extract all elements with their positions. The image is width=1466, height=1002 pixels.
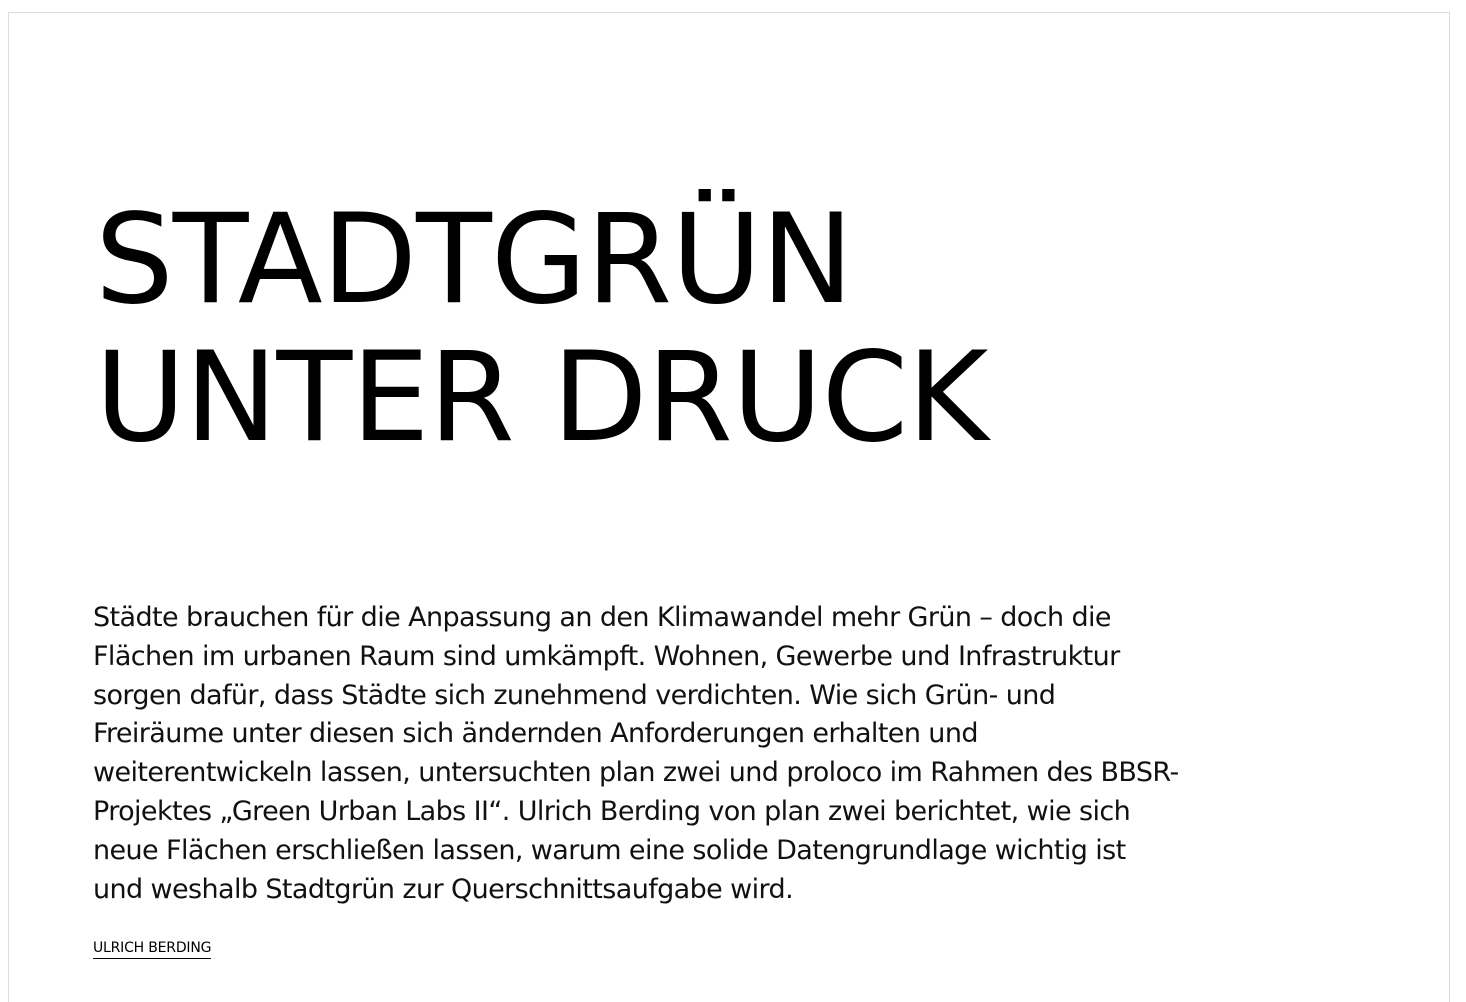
author-link[interactable]: ULRICH BERDING [93,939,211,959]
headline-line-2: UNTER DRUCK [95,326,988,470]
article-lead-paragraph: Städte brauchen für die Anpassung an den Klimawandel mehr Grün – doch die Flächen im urbanen Raum sind umkämpft. Wohnen, Gewerbe und Infrastruktur sorgen dafür, dass Städte sich zunehmend verdichten. Wie sich Grün- und Freiräume unter diesen sich ändernden Anforderungen erhalten und weiterentwickeln lassen, untersuchten plan zwei und proloco im Rahmen des BBSR-Projektes „Green Urban Labs II“. Ulrich Berding von plan zwei berichtet, wie sich neue Flächen erschließen lassen, warum eine solide Datengrundlage wichtig ist und weshalb Stadtgrün zur Querschnittsaufgabe wird. [93,602,1179,905]
article-headline [95,188,988,470]
headline-line-1: STADTGRÜN [95,188,853,332]
article-page [8,12,1450,1002]
